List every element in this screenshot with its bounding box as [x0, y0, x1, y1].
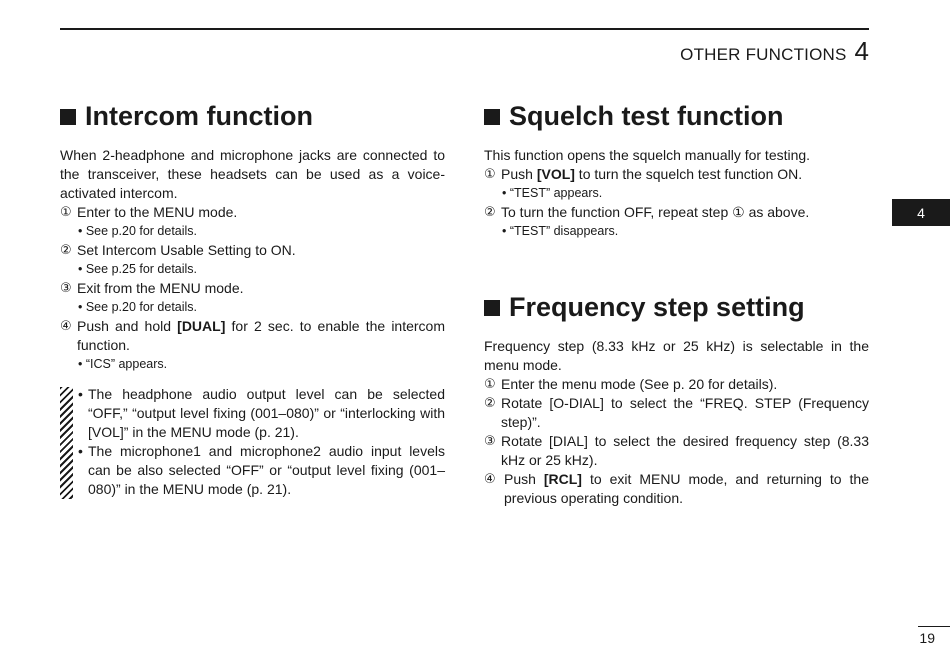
chapter-header	[680, 36, 869, 67]
step-text-after: to turn the squelch test function ON.	[574, 166, 803, 182]
step-number: ④	[60, 319, 72, 334]
squelch-title: Squelch test function	[509, 101, 784, 131]
step-number: ④	[484, 472, 496, 487]
step-text-before: Push	[501, 166, 537, 182]
intercom-step-4-note: • “ICS” appears.	[78, 357, 168, 371]
step-text	[504, 470, 869, 508]
note-hatch-icon	[60, 387, 73, 499]
square-bullet-icon	[484, 109, 500, 125]
chapter-side-tab: 4	[892, 199, 950, 226]
intercom-title: Intercom function	[85, 101, 313, 131]
squelch-step-1-note: • “TEST” appears.	[502, 186, 603, 200]
intercom-intro: When 2-headphone and microphone jacks are connected to the transceiver, these headsets can be used as a voice-activated intercom.	[60, 147, 445, 201]
step-text: Enter the menu mode (See p. 20 for details).	[501, 376, 778, 392]
dual-key-label: [DUAL]	[177, 318, 226, 334]
frequency-section	[484, 291, 869, 508]
intercom-step-2-note: • See p.25 for details.	[78, 262, 198, 276]
step-text: Rotate [DIAL] to select the desired frequency step (8.33 kHz or 25 kHz).	[501, 433, 869, 468]
step-number: ②	[484, 396, 496, 411]
squelch-step-2-note: • “TEST” disappears.	[502, 224, 619, 238]
step-text: To turn the function OFF, repeat step ① as above.	[501, 204, 810, 220]
intercom-step-3-note: • See p.20 for details.	[78, 300, 198, 314]
step-number: ①	[484, 377, 496, 392]
frequency-title: Frequency step setting	[509, 292, 805, 322]
step-number: ③	[484, 434, 496, 449]
frequency-step-1	[484, 375, 869, 394]
step-text: Rotate [O-DIAL] to select the “FREQ. STEP (Frequency step)”.	[501, 395, 869, 430]
page-number: 19	[919, 630, 935, 646]
intercom-step-3	[60, 279, 445, 298]
frequency-heading	[484, 291, 869, 323]
step-text-after: for 2 sec. to enable the intercom function.	[77, 318, 446, 353]
vol-key-label: [VOL]	[536, 166, 575, 182]
bullet-icon: •	[78, 443, 83, 459]
note-text: The headphone audio output level can be selected “OFF,” “output level fixing (001–080)” or “interlocking with [VOL]” in the MENU mode (p. 21).	[88, 386, 445, 440]
step-number: ②	[484, 205, 496, 220]
frequency-step-4	[484, 470, 869, 508]
intercom-step-1	[60, 203, 445, 222]
step-text: Enter to the MENU mode.	[77, 204, 238, 220]
left-column	[60, 100, 445, 499]
note-text: The microphone1 and microphone2 audio input levels can be also selected “OFF” or “output level fixing (001–080)” in the MENU mode (p. 21).	[88, 443, 445, 497]
squelch-step-1	[484, 165, 869, 184]
step-text-after: to exit MENU mode, and returning to the previous operating condition.	[504, 471, 869, 506]
bullet-icon: •	[78, 386, 83, 402]
frequency-step-3	[484, 432, 869, 470]
step-number: ①	[484, 167, 496, 182]
step-text-before: Push	[504, 471, 544, 487]
square-bullet-icon	[60, 109, 76, 125]
intercom-heading	[60, 100, 445, 132]
intercom-notes	[60, 385, 445, 499]
step-text: Exit from the MENU mode.	[77, 280, 244, 296]
squelch-intro: This function opens the squelch manually for testing.	[484, 147, 811, 163]
intercom-note-2	[78, 442, 445, 499]
step-text-before: Push and hold	[77, 318, 178, 334]
chapter-title: OTHER FUNCTIONS	[680, 45, 847, 64]
step-number: ①	[60, 205, 72, 220]
step-text: Set Intercom Usable Setting to ON.	[77, 242, 296, 258]
intercom-note-1	[78, 385, 445, 442]
chapter-number: 4	[854, 36, 869, 66]
intercom-step-1-note: • See p.20 for details.	[78, 224, 198, 238]
frequency-step-2	[484, 394, 869, 432]
step-number: ②	[60, 243, 72, 258]
page-number-rule	[918, 626, 950, 627]
intercom-step-4	[60, 317, 445, 355]
step-text	[77, 317, 445, 355]
square-bullet-icon	[484, 300, 500, 316]
squelch-step-2	[484, 203, 869, 222]
intercom-step-2	[60, 241, 445, 260]
frequency-intro: Frequency step (8.33 kHz or 25 kHz) is selectable in the menu mode.	[484, 338, 869, 373]
right-column	[484, 100, 869, 508]
top-rule	[60, 28, 869, 30]
rcl-key-label: [RCL]	[543, 471, 582, 487]
squelch-heading	[484, 100, 869, 132]
step-number: ③	[60, 281, 72, 296]
step-text	[501, 165, 869, 184]
